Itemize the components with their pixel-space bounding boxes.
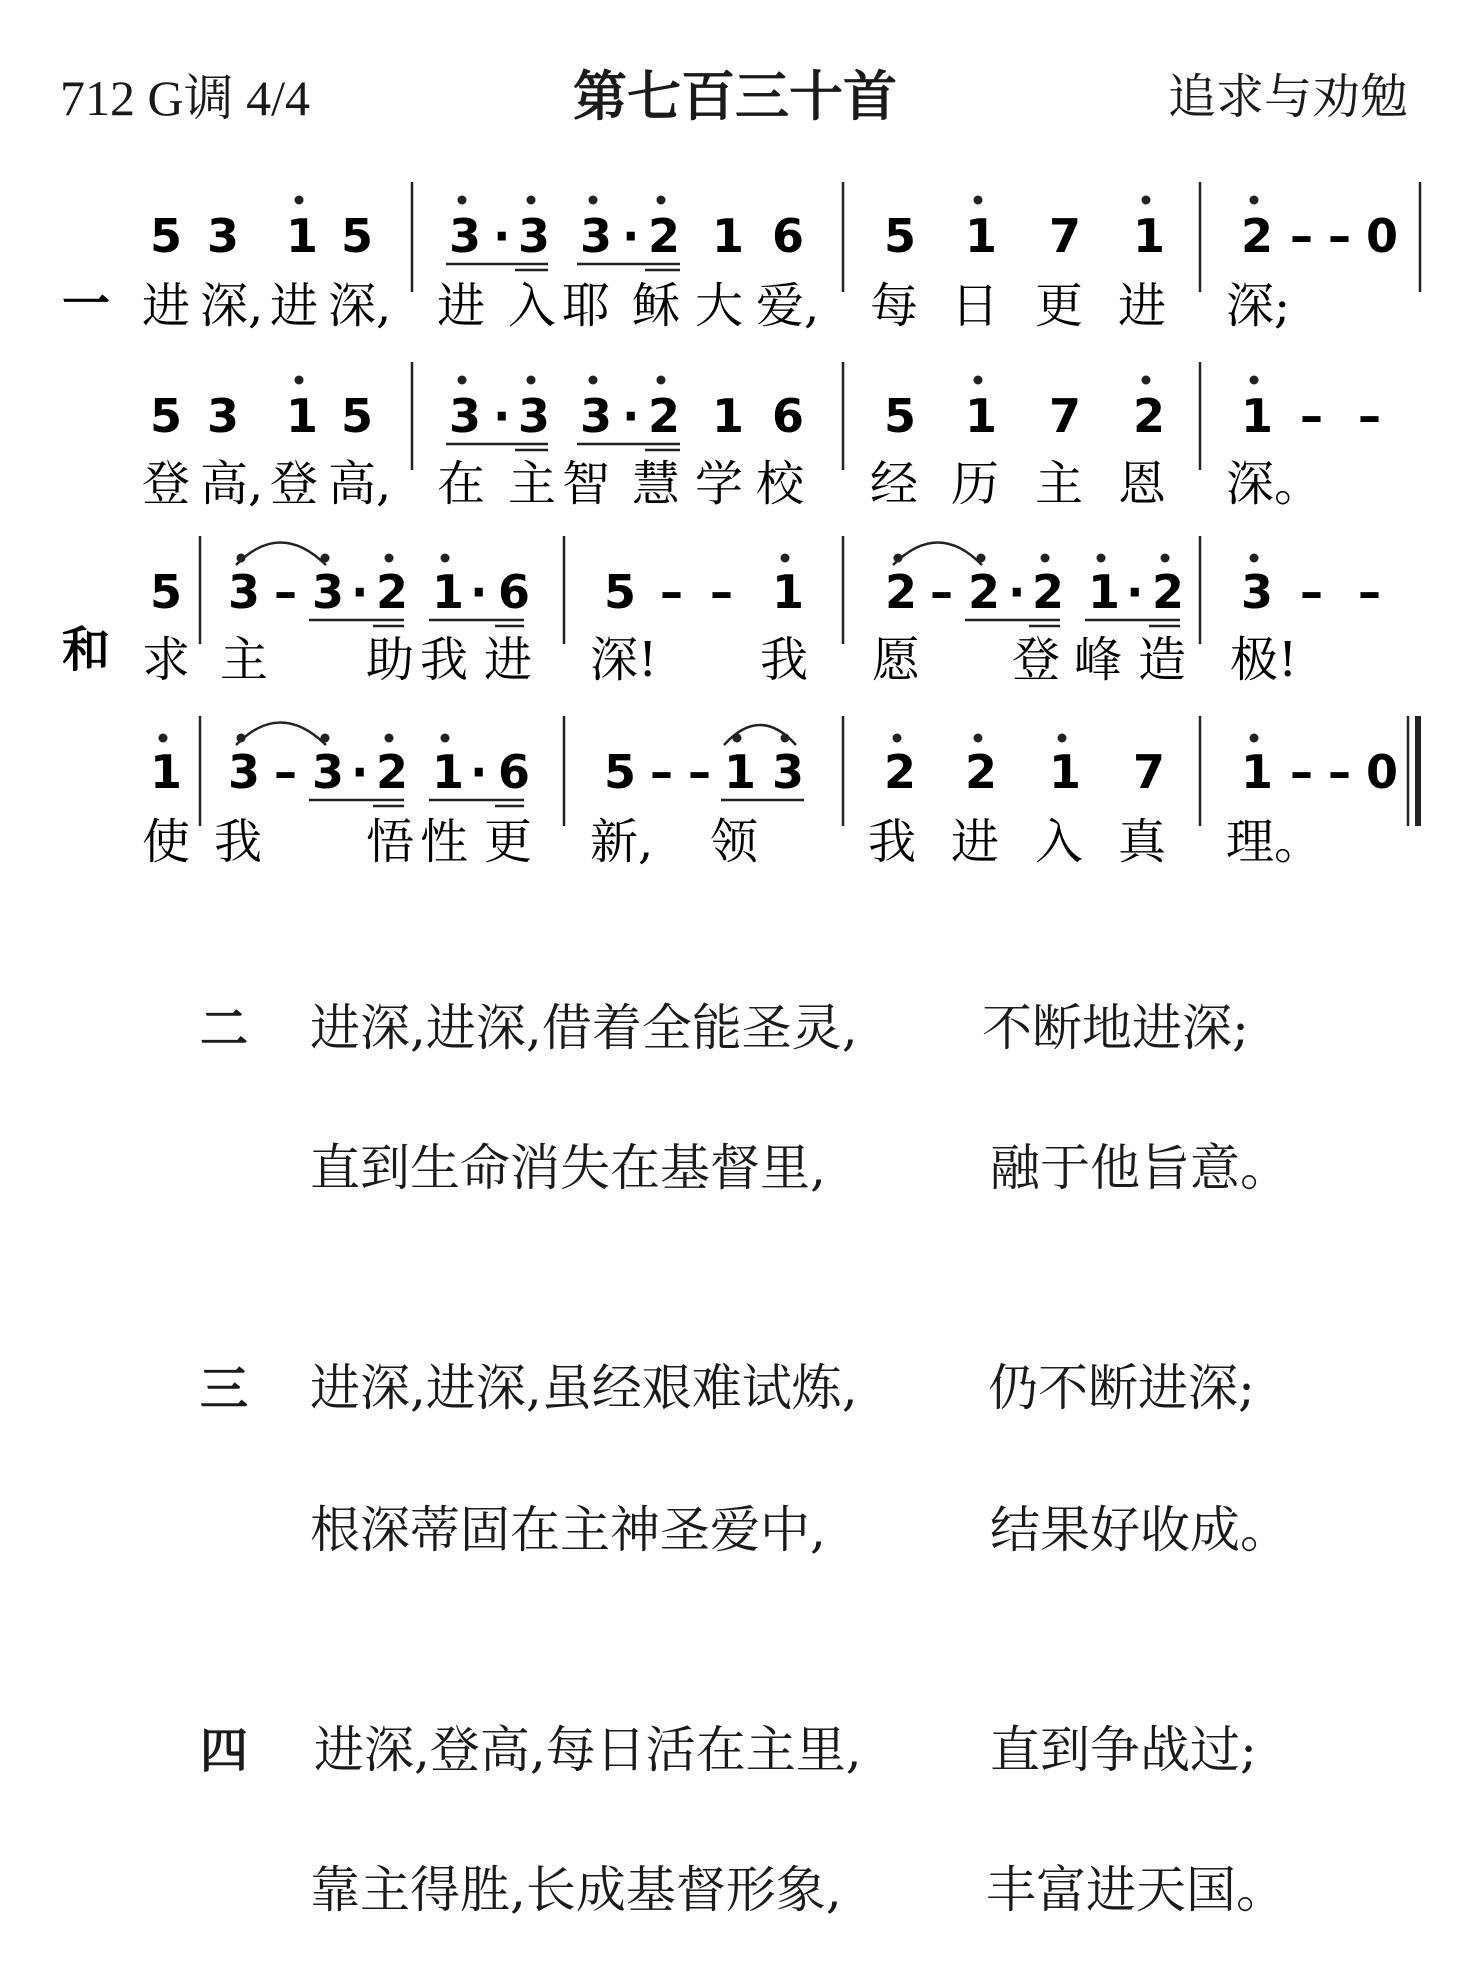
note: ·: [1126, 565, 1144, 619]
note: 2: [376, 565, 409, 619]
note: ·: [493, 209, 511, 263]
lyric: 入: [508, 278, 557, 334]
verse-line: 不断地进深;: [982, 999, 1249, 1057]
lyric: 造: [1138, 632, 1187, 688]
lyric: 进: [270, 278, 319, 334]
note: 5: [604, 745, 637, 799]
verse-line: 直到争战过;: [990, 1721, 1257, 1779]
note: –: [710, 565, 733, 619]
note: 3: [228, 745, 261, 799]
note: 3: [580, 209, 613, 263]
lyric: 深,: [200, 278, 264, 334]
note: 0: [1366, 745, 1399, 799]
note: 1: [1133, 209, 1166, 263]
verse-line: 进深,登高,每日活在主里,: [314, 1721, 862, 1779]
note: 6: [772, 389, 805, 443]
lyric: 主: [220, 632, 269, 688]
note: 1: [965, 209, 998, 263]
lyric: 进: [951, 814, 1000, 870]
note: 5: [884, 389, 917, 443]
note: 7: [1133, 745, 1166, 799]
note: ·: [622, 209, 640, 263]
system-3: [142, 536, 1381, 688]
lyric: 真: [1118, 814, 1167, 870]
lyric: 入: [1035, 814, 1084, 870]
lyric: 理。: [1226, 814, 1323, 870]
note: 1: [432, 745, 465, 799]
note: 6: [772, 209, 805, 263]
system-4: [142, 716, 1418, 870]
note: 3: [772, 745, 805, 799]
note: 3: [312, 565, 345, 619]
note: 2: [1032, 565, 1065, 619]
note: 2: [965, 745, 998, 799]
note: 2: [884, 745, 917, 799]
note: 3: [207, 389, 240, 443]
note: –: [274, 745, 297, 799]
note: 5: [341, 209, 374, 263]
verse-line: 丰富进天国。: [986, 1861, 1286, 1919]
note: 1: [1049, 745, 1082, 799]
verse-line: 进深,进深,借着全能圣灵,: [310, 999, 858, 1057]
lyric: 领: [710, 814, 759, 870]
note: 1: [772, 565, 805, 619]
lyric: 在: [437, 456, 486, 512]
note: 2: [1152, 565, 1185, 619]
note: 3: [207, 209, 240, 263]
lyric: 日: [951, 278, 1000, 334]
lyric: 爱,: [756, 278, 820, 334]
lyric: 深,: [328, 278, 392, 334]
note: 2: [376, 745, 409, 799]
lyric: 主: [508, 456, 557, 512]
note: ·: [351, 565, 369, 619]
note: –: [1358, 389, 1381, 443]
lyric: 登: [142, 456, 191, 512]
lyric: 愿: [872, 632, 921, 688]
lyric: 峰: [1074, 632, 1123, 688]
system-2: [142, 362, 1381, 512]
chorus-label: 和: [62, 622, 111, 678]
note: 3: [1241, 565, 1274, 619]
note: 3: [228, 565, 261, 619]
note: –: [1358, 565, 1381, 619]
note: 7: [1049, 209, 1082, 263]
note: –: [688, 745, 711, 799]
note: 2: [968, 565, 1001, 619]
lyric: 校: [756, 456, 805, 512]
note: ·: [351, 745, 369, 799]
note: 5: [884, 209, 917, 263]
note: 0: [1366, 209, 1399, 263]
lyric: 大: [695, 278, 744, 334]
lyric: 悟: [366, 814, 415, 870]
lyric: 稣: [632, 278, 681, 334]
lyric: 更: [484, 814, 533, 870]
note: –: [1328, 745, 1351, 799]
lyric: 我: [760, 632, 809, 688]
note: 5: [604, 565, 637, 619]
lyric: 恩: [1118, 456, 1167, 512]
verse-number: 二: [200, 1001, 249, 1057]
jianpu-score: [0, 0, 1470, 900]
verse-line: 根深蒂固在主神圣爱中,: [310, 1501, 826, 1559]
note: –: [274, 565, 297, 619]
verse-line: 仍不断进深;: [988, 1359, 1255, 1417]
note: 7: [1049, 389, 1082, 443]
lyric: 每: [870, 278, 919, 334]
verse-line: 进深,进深,虽经艰难试炼,: [310, 1359, 858, 1417]
note: –: [930, 565, 953, 619]
note: 2: [648, 209, 681, 263]
note: –: [1300, 565, 1323, 619]
note: 5: [150, 565, 183, 619]
note: –: [1290, 209, 1313, 263]
note: –: [1328, 209, 1351, 263]
lyric: 历: [951, 456, 1000, 512]
note: 3: [449, 389, 482, 443]
lyric: 进: [484, 632, 533, 688]
lyric: 新,: [590, 814, 654, 870]
lyric: 更: [1035, 278, 1084, 334]
note: 3: [312, 745, 345, 799]
note: 1: [1241, 745, 1274, 799]
hymn-category: 追求与劝勉: [1167, 69, 1408, 125]
note: ·: [470, 565, 488, 619]
note: 1: [286, 209, 319, 263]
note: 5: [341, 389, 374, 443]
lyric: 助: [366, 632, 415, 688]
lyric: 登: [1012, 632, 1061, 688]
lyric: 深;: [1226, 278, 1291, 334]
note: 3: [580, 389, 613, 443]
hymn-number-key-time: 712 G调 4/4: [60, 70, 310, 126]
lyric: 智: [562, 456, 611, 512]
note: 1: [1088, 565, 1121, 619]
note: –: [1300, 389, 1323, 443]
note: 3: [518, 209, 551, 263]
lyric: 进: [437, 278, 486, 334]
note: 1: [965, 389, 998, 443]
lyric: 主: [1035, 456, 1084, 512]
verse-number: 三: [200, 1361, 249, 1417]
lyric: 高,: [328, 456, 392, 512]
lyric: 进: [142, 278, 191, 334]
note: ·: [1008, 565, 1026, 619]
lyric: 深。: [1226, 456, 1323, 512]
verse-line: 直到生命消失在基督里,: [310, 1139, 826, 1197]
verse-line: 靠主得胜,长成基督形象,: [310, 1861, 842, 1919]
note: 1: [432, 565, 465, 619]
verse-number: 四: [200, 1723, 249, 1779]
note: ·: [470, 745, 488, 799]
lyric: 求: [142, 632, 191, 688]
lyric: 极!: [1230, 632, 1298, 688]
note: 1: [1241, 389, 1274, 443]
note: 2: [1241, 209, 1274, 263]
note: 1: [286, 389, 319, 443]
note: 2: [885, 565, 918, 619]
hymn-title: 第七百三十首: [573, 65, 897, 128]
lyric: 登: [270, 456, 319, 512]
note: 3: [518, 389, 551, 443]
system-1: [142, 182, 1420, 334]
lyric: 深!: [590, 632, 658, 688]
lyric: 慧: [632, 456, 681, 512]
lyric: 使: [142, 814, 191, 870]
note: ·: [493, 389, 511, 443]
note: 1: [712, 209, 745, 263]
verse-line: 融于他旨意。: [990, 1139, 1290, 1197]
lyric: 我: [214, 814, 263, 870]
verse-label-1: 一: [62, 276, 111, 332]
note: 2: [648, 389, 681, 443]
note: 6: [498, 745, 531, 799]
lyric: 进: [1118, 278, 1167, 334]
note: 6: [498, 565, 531, 619]
note: 5: [150, 209, 183, 263]
lyric: 我: [868, 814, 917, 870]
note: 1: [712, 389, 745, 443]
note: –: [1290, 745, 1313, 799]
lyric: 高,: [200, 456, 264, 512]
note: 1: [724, 745, 757, 799]
note: ·: [622, 389, 640, 443]
lyric: 性: [420, 814, 469, 870]
note: 3: [449, 209, 482, 263]
lyric: 耶: [562, 278, 611, 334]
note: –: [660, 565, 683, 619]
note: –: [650, 745, 673, 799]
lyric: 学: [695, 456, 744, 512]
verse-line: 结果好收成。: [990, 1501, 1290, 1559]
note: 1: [150, 745, 183, 799]
lyric: 我: [420, 632, 469, 688]
lyric: 经: [870, 456, 919, 512]
note: 5: [150, 389, 183, 443]
note: 2: [1133, 389, 1166, 443]
